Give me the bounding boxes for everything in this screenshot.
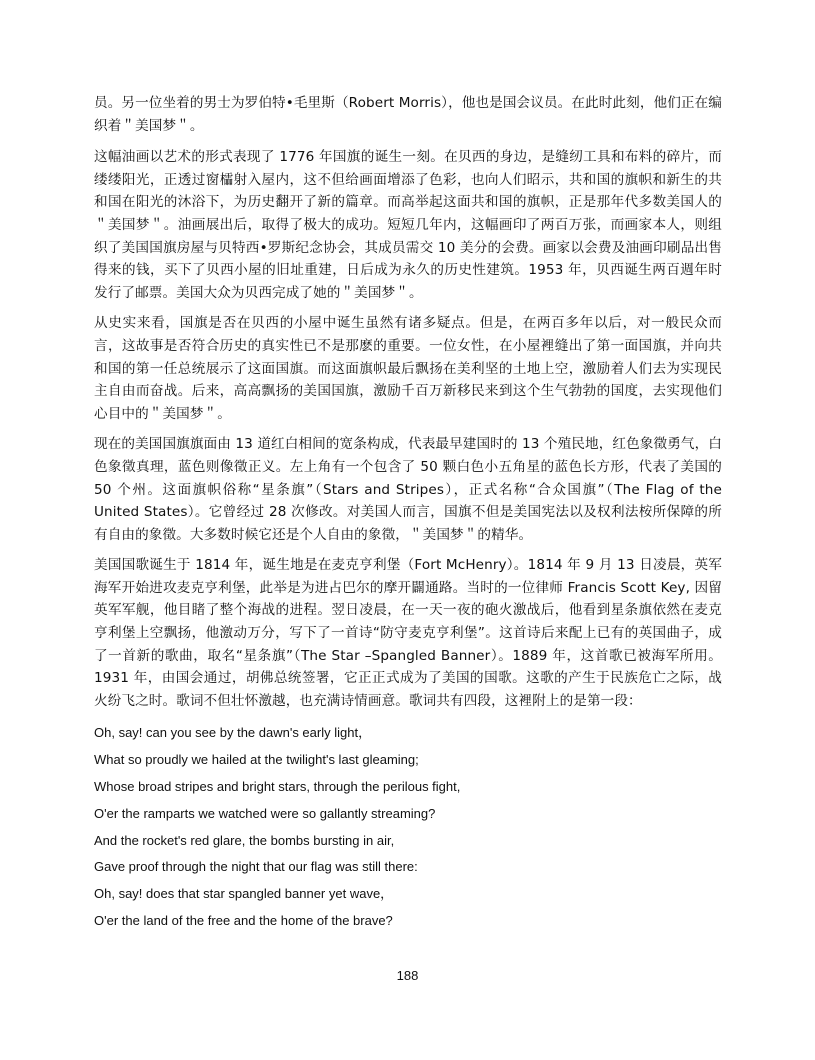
document-body: [94, 92, 722, 935]
paragraph: 员。另一位坐着的男士为罗伯特•毛里斯（Robert Morris），他也是国会议员。在此时此刻，他们正在编织着＂美国梦＂。: [94, 95, 722, 134]
verse-line: Whose broad stripes and bright stars, through the perilous fight,: [94, 779, 461, 795]
page-number: 188: [396, 968, 419, 983]
anthem-verse: [94, 720, 722, 934]
paragraph: 美国国歌诞生于 1814 年，诞生地是在麦克亨利堡（Fort McHenry）。1814 年 9 月 13 日凌晨，英军海军开始进攻麦克亨利堡，此举是为进占巴尔的摩开闢通路。当时的一位律师 Francis Scott Key, 因留英军军舰，他目睹了整个海战的进程。翌日凌晨，在一天一夜的砲火激战后，他看到星条旗依然在麦克亨利堡上空飘扬，他激动万分，写下了一首诗“防守麦克亨利堡”。这首诗后来配上已有的英国曲子，成了一首新的歌曲，取名“星条旗”（The Star –Spangled Banner）。1889 年，这首歌已被海军所用。 1931 年，由国会通过，胡佛总统签署，它正正式成为了美国的国歌。这歌的产生于民族危亡之际，战火纷飞之时。歌词不但壮怀激越，也充满诗情画意。歌词共有四段，这裡附上的是第一段：: [94, 557, 722, 709]
verse-line: O'er the ramparts we watched were so gallantly streaming?: [94, 805, 436, 821]
verse-line: O'er the land of the free and the home of the brave?: [94, 913, 393, 929]
paragraph: 从史实来看，国旗是否在贝西的小屋中诞生虽然有诸多疑点。但是，在两百多年以后，对一般民众而言，这故事是否符合历史的真实性已不是那麽的重要。一位女性，在小屋裡缝出了第一面国旗，并向共和国的第一任总统展示了这面国旗。而这面旗帜最后飘扬在美利坚的土地上空，激励着人们去为实现民主自由而奋战。后来，高高飘扬的美国国旗，激励千百万新移民来到这个生气勃勃的国度，去实现他们心目中的＂美国梦＂。: [94, 315, 722, 422]
paragraph: 现在的美国国旗旗面由 13 道红白相间的宽条构成，代表最早建国时的 13 个殖民地，红色象徵勇气，白色象徵真理，蓝色则像徵正义。左上角有一个包含了 50 颗白色小五角星的蓝色长方形，代表了美国的 50 个州。这面旗帜俗称“星条旗”（Stars and Stripes），正式名称“合众国旗”（The Flag of the United States）。它曾经过 28 次修改。对美国人而言，国旗不但是美国宪法以及权利法桉所保障的所有自由的象徵。大多数时候它还是个人自由的象徵，＂美国梦＂的精华。: [94, 436, 722, 543]
verse-line: Oh, say! can you see by the dawn's early light，: [94, 725, 372, 741]
verse-line: Gave proof through the night that our flag was still there:: [94, 859, 418, 875]
verse-line: Oh, say! does that star spangled banner yet wave，: [94, 886, 394, 902]
paragraph: 这幅油画以艺术的形式表现了 1776 年国旗的诞生一刻。在贝西的身边，是缝纫工具和布料的碎片，而缕缕阳光，正透过窗櫺射入屋内，这不但给画面增添了色彩，也向人们昭示，共和国的旗帜和新生的共和国在阳光的沐浴下，为历史翻开了新的篇章。而高举起这面共和国的旗帜，正是那年代多数美国人的＂美国梦＂。油画展出后，取得了极大的成功。短短几年内，这幅画印了两百万张，而画家本人，则组织了美国国旗房屋与贝特西•罗斯纪念协会，其成员需交 10 美分的会费。画家以会费及油画印刷品出售得来的钱，买下了贝西小屋的旧址重建，日后成为永久的历史性建筑。1953 年，贝西诞生两百週年时发行了邮票。美国大众为贝西完成了她的＂美国梦＂。: [94, 149, 722, 301]
verse-line: And the rocket's red glare, the bombs bursting in air,: [94, 832, 395, 848]
verse-line: What so proudly we hailed at the twilight's last gleaming;: [94, 752, 419, 768]
